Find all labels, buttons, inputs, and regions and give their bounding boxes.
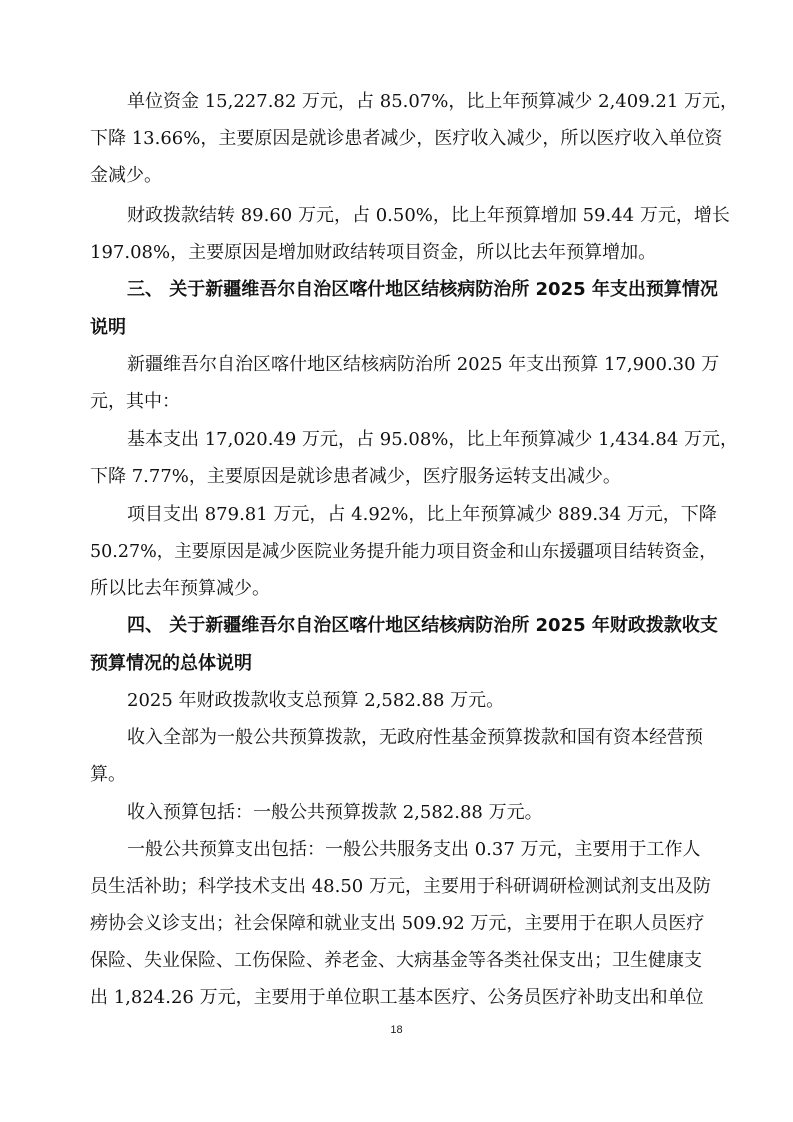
section-heading: 预算情况的总体说明 — [90, 653, 252, 674]
page-number: 18 — [390, 1024, 403, 1036]
body-text-line: 下降 13.66%，主要原因是就诊患者减少，医疗收入减少，所以医疗收入单位资 — [90, 128, 723, 149]
section-heading: 说明 — [90, 317, 126, 338]
body-text-line: 金减少。 — [90, 165, 162, 186]
body-text-line: 员生活补助；科学技术支出 48.50 万元，主要用于科研调研检测试剂支出及防 — [90, 876, 711, 897]
body-text-line: 保险、失业保险、工伤保险、养老金、大病基金等各类社保支出；卫生健康支 — [90, 950, 702, 971]
body-text-line: 基本支出 17,020.49 万元，占 95.08%，比上年预算减少 1,434.84 万元， — [127, 429, 739, 450]
body-text-line: 痨协会义诊支出；社会保障和就业支出 509.92 万元，主要用于在职人员医疗 — [90, 913, 705, 934]
section-heading: 四、 关于新疆维吾尔自治区喀什地区结核病防治所 2025 年财政拨款收支 — [127, 615, 718, 636]
body-text-line: 单位资金 15,227.82 万元，占 85.07%，比上年预算减少 2,409.21 万元， — [127, 91, 739, 112]
body-text-line: 财政拨款结转 89.60 万元，占 0.50%，比上年预算增加 59.44 万元，增长 — [127, 205, 730, 226]
section-heading: 三、 关于新疆维吾尔自治区喀什地区结核病防治所 2025 年支出预算情况 — [127, 279, 718, 300]
body-text-line: 一般公共预算支出包括：一般公共服务支出 0.37 万元，主要用于工作人 — [127, 839, 701, 860]
body-text-line: 收入预算包括：一般公共预算拨款 2,582.88 万元。 — [127, 802, 543, 823]
body-text-line: 50.27%，主要原因是减少医院业务提升能力项目资金和山东援疆项目结转资金， — [90, 542, 717, 562]
body-text-line: 所以比去年预算减少。 — [90, 578, 270, 599]
body-text-line: 算。 — [90, 764, 126, 785]
body-text-line: 收入全部为一般公共预算拨款，无政府性基金预算拨款和国有资本经营预 — [127, 727, 703, 748]
body-text-line: 项目支出 879.81 万元，占 4.92%，比上年预算减少 889.34 万元，下降 — [127, 504, 717, 525]
body-text-line: 出 1,824.26 万元，主要用于单位职工基本医疗、公务员医疗补助支出和单位 — [90, 987, 704, 1008]
body-text-line: 元，其中： — [90, 391, 180, 412]
body-text-line: 新疆维吾尔自治区喀什地区结核病防治所 2025 年支出预算 17,900.30 万 — [127, 354, 720, 375]
body-text-line: 2025 年财政拨款收支总预算 2,582.88 万元。 — [127, 690, 505, 711]
body-text-line: 197.08%，主要原因是增加财政结转项目资金，所以比去年预算增加。 — [90, 242, 657, 263]
body-text-line: 下降 7.77%，主要原因是就诊患者减少，医疗服务运转支出减少。 — [90, 466, 621, 487]
